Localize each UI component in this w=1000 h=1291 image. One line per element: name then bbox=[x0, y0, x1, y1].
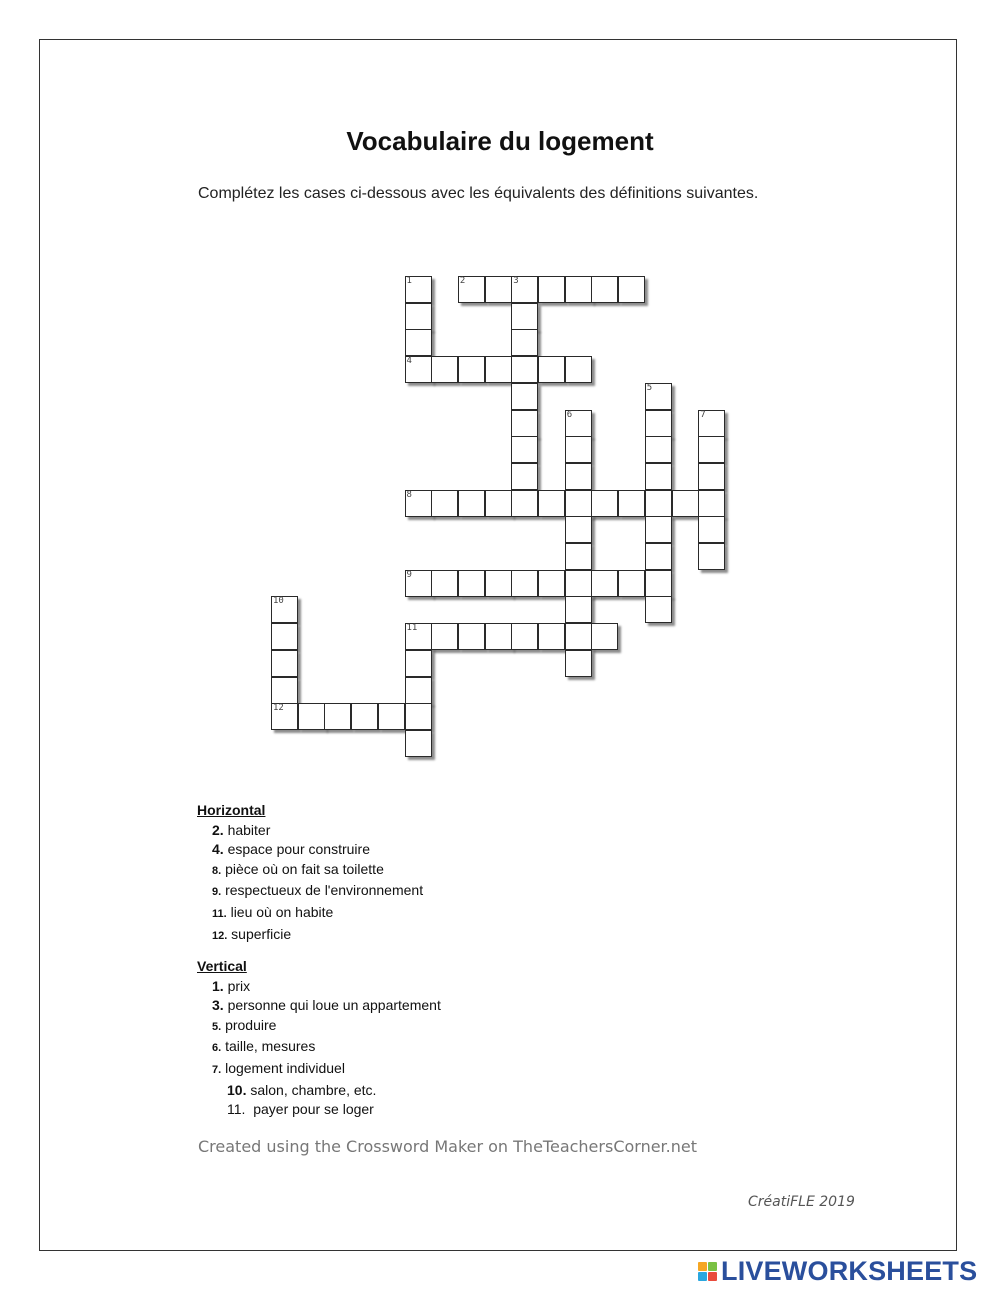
clue-down-5: 5. produire bbox=[212, 1016, 277, 1033]
crossword-cell[interactable] bbox=[511, 436, 538, 463]
crossword-cell[interactable] bbox=[485, 570, 512, 597]
crossword-cell[interactable] bbox=[565, 276, 592, 303]
crossword-cell[interactable] bbox=[405, 329, 432, 356]
clue-across-2: 2. habiter bbox=[212, 821, 271, 838]
crossword-cell[interactable] bbox=[698, 516, 725, 543]
page-title: Vocabulaire du logement bbox=[346, 126, 654, 156]
cell-number: 1 bbox=[406, 276, 412, 286]
crossword-cell[interactable] bbox=[645, 463, 672, 490]
crossword-cell[interactable] bbox=[405, 677, 432, 704]
crossword-cell[interactable] bbox=[538, 623, 565, 650]
crossword-cell[interactable] bbox=[511, 303, 538, 330]
crossword-cell[interactable] bbox=[591, 623, 618, 650]
crossword-cell[interactable] bbox=[565, 623, 592, 650]
crossword-cell[interactable] bbox=[405, 303, 432, 330]
crossword-cell[interactable] bbox=[271, 596, 298, 623]
crossword-cell[interactable] bbox=[591, 276, 618, 303]
cell-number: 8 bbox=[406, 489, 412, 500]
liveworksheets-icon bbox=[698, 1262, 717, 1281]
crossword-cell[interactable] bbox=[538, 356, 565, 383]
crossword-cell[interactable] bbox=[538, 490, 565, 517]
crossword-cell[interactable] bbox=[271, 703, 298, 730]
crossword-cell[interactable] bbox=[405, 356, 432, 383]
crossword-cell[interactable] bbox=[271, 650, 298, 677]
crossword-cell[interactable] bbox=[511, 463, 538, 490]
clue-down-7: 7. logement individuel bbox=[212, 1059, 345, 1076]
crossword-cell[interactable] bbox=[511, 383, 538, 410]
clue-down-11: 11. payer pour se loger bbox=[227, 1101, 374, 1118]
crossword-cell[interactable] bbox=[565, 463, 592, 490]
crossword-cell[interactable] bbox=[538, 570, 565, 597]
crossword-cell[interactable] bbox=[405, 490, 432, 517]
crossword-cell[interactable] bbox=[458, 490, 485, 517]
cell-number: 9 bbox=[406, 569, 412, 580]
crossword-cell[interactable] bbox=[511, 490, 538, 517]
crossword-cell[interactable] bbox=[565, 650, 592, 677]
crossword-cell[interactable] bbox=[698, 490, 725, 517]
crossword-cell[interactable] bbox=[698, 463, 725, 490]
clue-across-9: 9. respectueux de l'environnement bbox=[212, 882, 424, 899]
crossword-cell[interactable] bbox=[591, 570, 618, 597]
crossword-cell[interactable] bbox=[698, 410, 725, 437]
crossword-cell[interactable] bbox=[324, 703, 351, 730]
cell-number: 7 bbox=[700, 409, 706, 420]
crossword-cell[interactable] bbox=[511, 329, 538, 356]
crossword-cell[interactable] bbox=[405, 276, 432, 303]
cell-number: 10 bbox=[273, 596, 284, 607]
clue-down-1: 1. prix bbox=[212, 977, 251, 994]
logo-tile bbox=[708, 1262, 717, 1271]
crossword-cell[interactable] bbox=[565, 570, 592, 597]
cell-number: 4 bbox=[406, 356, 412, 367]
crossword-cell[interactable] bbox=[565, 410, 592, 437]
crossword-cell[interactable] bbox=[672, 490, 699, 517]
logo-tile bbox=[698, 1272, 707, 1281]
instructions: Complétez les cases ci-dessous avec les équivalents des définitions suivantes. bbox=[198, 185, 759, 202]
crossword-cell[interactable] bbox=[405, 703, 432, 730]
credit-line: Created using the Crossword Maker on TheTeachersCorner.net bbox=[198, 1137, 698, 1156]
crossword-cell[interactable] bbox=[298, 703, 325, 730]
crossword-cell[interactable] bbox=[485, 276, 512, 303]
crossword-cell[interactable] bbox=[591, 490, 618, 517]
clue-across-4: 4. espace pour construire bbox=[212, 841, 370, 858]
crossword-cell[interactable] bbox=[378, 703, 405, 730]
crossword-cell[interactable] bbox=[458, 276, 485, 303]
crossword-cell[interactable] bbox=[645, 490, 672, 517]
horizontal-heading: Horizontal bbox=[197, 802, 266, 818]
crossword-cell[interactable] bbox=[351, 703, 378, 730]
horizontal-clues bbox=[197, 801, 423, 946]
crossword-cell[interactable] bbox=[645, 436, 672, 463]
crossword-cell[interactable] bbox=[698, 543, 725, 570]
vertical-heading: Vertical bbox=[197, 958, 247, 974]
crossword-cell[interactable] bbox=[431, 570, 458, 597]
crossword-cell[interactable] bbox=[565, 356, 592, 383]
crossword-cell[interactable] bbox=[458, 570, 485, 597]
crossword-cell[interactable] bbox=[565, 543, 592, 570]
crossword-cell[interactable] bbox=[405, 570, 432, 597]
clue-across-8: 8. pièce où on fait sa toilette bbox=[212, 860, 384, 877]
brand-name: LIVEWORKSHEETS bbox=[721, 1255, 978, 1286]
crossword-cell[interactable] bbox=[405, 650, 432, 677]
logo-tile bbox=[708, 1272, 717, 1281]
crossword-cell[interactable] bbox=[511, 356, 538, 383]
crossword-cell[interactable] bbox=[405, 730, 432, 757]
crossword-cell[interactable] bbox=[511, 623, 538, 650]
crossword-cell[interactable] bbox=[431, 356, 458, 383]
author-signature: CréatiFLE 2019 bbox=[748, 1194, 855, 1210]
logo-tile bbox=[698, 1262, 707, 1271]
crossword-cell[interactable] bbox=[271, 623, 298, 650]
crossword-cell[interactable] bbox=[565, 436, 592, 463]
crossword-cell[interactable] bbox=[618, 490, 645, 517]
crossword-cell[interactable] bbox=[565, 596, 592, 623]
crossword-cell[interactable] bbox=[565, 516, 592, 543]
cell-number: 5 bbox=[646, 382, 653, 393]
crossword-cell[interactable] bbox=[485, 490, 512, 517]
cell-number: 6 bbox=[566, 409, 573, 420]
clue-down-3: 3. personne qui loue un appartement bbox=[212, 997, 441, 1014]
crossword-cell[interactable] bbox=[538, 276, 565, 303]
crossword-cell[interactable] bbox=[618, 276, 645, 303]
crossword-cell[interactable] bbox=[485, 356, 512, 383]
vertical-clues bbox=[197, 957, 441, 1120]
crossword-cell[interactable] bbox=[645, 383, 672, 410]
crossword-cell[interactable] bbox=[645, 543, 672, 570]
crossword-cell[interactable] bbox=[511, 276, 538, 303]
crossword-cell[interactable] bbox=[431, 490, 458, 517]
crossword-cell[interactable] bbox=[645, 596, 672, 623]
crossword-cell[interactable] bbox=[271, 677, 298, 704]
clue-down-6: 6. taille, mesures bbox=[212, 1038, 316, 1055]
crossword-cell[interactable] bbox=[511, 570, 538, 597]
crossword-cell[interactable] bbox=[645, 516, 672, 543]
crossword-cell[interactable] bbox=[485, 623, 512, 650]
crossword-cell[interactable] bbox=[618, 570, 645, 597]
clue-across-12: 12. superficie bbox=[212, 925, 292, 942]
cell-number: 3 bbox=[513, 276, 519, 286]
clue-down-10: 10. salon, chambre, etc. bbox=[227, 1081, 377, 1098]
crossword-cell[interactable] bbox=[565, 490, 592, 517]
crossword-cell[interactable] bbox=[458, 356, 485, 383]
crossword-cell[interactable] bbox=[645, 410, 672, 437]
crossword-cell[interactable] bbox=[511, 410, 538, 437]
crossword-cell[interactable] bbox=[431, 623, 458, 650]
cell-number: 11 bbox=[406, 623, 418, 634]
cell-number: 2 bbox=[459, 276, 466, 286]
cell-number: 12 bbox=[273, 703, 284, 714]
liveworksheets-logo[interactable] bbox=[698, 1257, 977, 1285]
crossword-cell[interactable] bbox=[405, 623, 432, 650]
crossword-cell[interactable] bbox=[458, 623, 485, 650]
crossword-cell[interactable] bbox=[698, 436, 725, 463]
clue-across-11: 11. lieu où on habite bbox=[212, 903, 334, 920]
crossword-cell[interactable] bbox=[645, 570, 672, 597]
